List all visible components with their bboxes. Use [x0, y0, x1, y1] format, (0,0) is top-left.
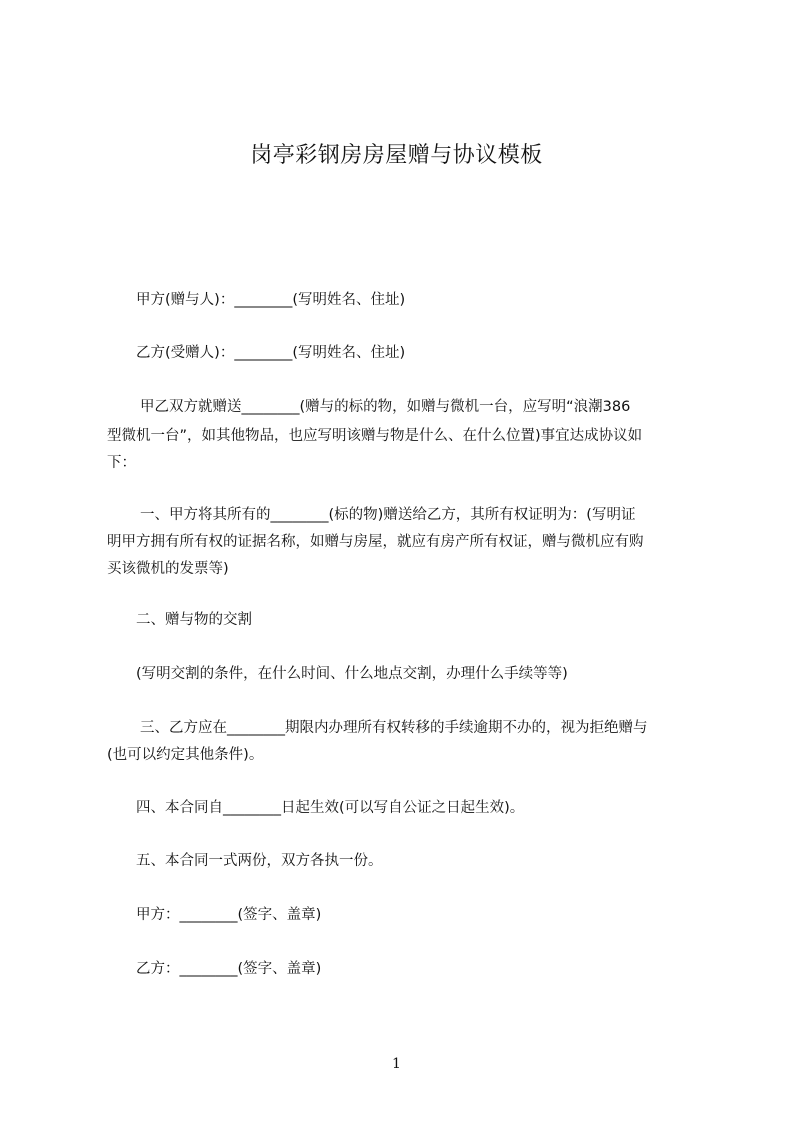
clause4: 四、本合同自________日起生效(可以写自公证之日起生效)。 — [136, 800, 525, 816]
clause3-line-2: (也可以约定其他条件)。 — [107, 747, 264, 763]
clause2-body: (写明交割的条件，在什么时间、什么地点交割，办理什么手续等等) — [136, 666, 568, 682]
clause1-line-1: 一、甲方将其所有的________(标的物)赠送给乙方，其所有权证明为：(写明证 — [140, 507, 636, 523]
clause1-line-3: 买该微机的发票等) — [107, 561, 229, 577]
clause2-heading: 二、赠与物的交割 — [136, 612, 252, 628]
party-b-line: 乙方(受赠人)：________(写明姓名、住址) — [136, 345, 406, 361]
clause3-line-1: 三、乙方应在________期限内办理所有权转移的手续逾期不办的，视为拒绝赠与 — [140, 720, 648, 736]
clause5: 五、本合同一式两份，双方各执一份。 — [136, 853, 383, 869]
party-a-line: 甲方(赠与人)：________(写明姓名、住址) — [136, 292, 406, 308]
intro-line-3: 下： — [107, 455, 136, 471]
intro-line-1: 甲乙双方就赠送________(赠与的标的物，如赠与微机一台，应写明“浪潮386 — [140, 399, 631, 415]
page-number: 1 — [392, 1056, 401, 1072]
signature-party-a: 甲方：________(签字、盖章) — [136, 907, 322, 923]
intro-line-2: 型微机一台”，如其他物品，也应写明该赠与物是什么、在什么位置)事宜达成协议如 — [107, 428, 643, 444]
document-title: 岗亭彩钢房房屋赠与协议模板 — [250, 143, 543, 168]
clause1-line-2: 明甲方拥有所有权的证据名称，如赠与房屋，就应有房产所有权证，赠与微机应有购 — [107, 534, 644, 550]
signature-party-b: 乙方：________(签字、盖章) — [136, 961, 322, 977]
